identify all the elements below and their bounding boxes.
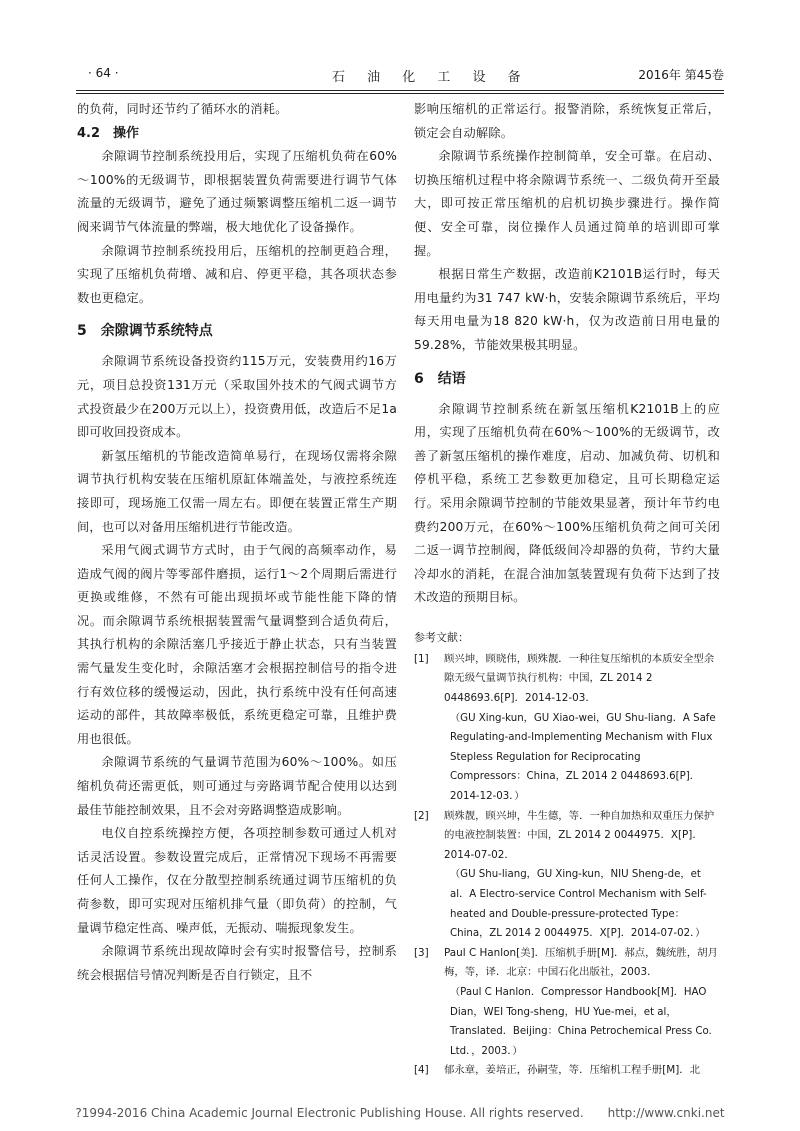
copyright-footer: ?1994-2016 China Academic Journal Electronic Publishing House. All rights reserved. http://www.cnki.net: [75, 1106, 725, 1120]
paragraph: 余隙调节控制系统在新氢压缩机K2101B上的应用，实现了压缩机负荷在60%～100%的无级调节，改善了新氢压缩机的操作难度，启动、加减负荷、切机和停机平稳，系统工艺参数更加稳定，且可长期稳定运行。采用余隙调节控制的节能效果显著，预计年节约电费约200万元，在60%～100%压缩机负荷之间可关闭二返一调节控制阀，降低级间冷却器的负荷，节约大量冷却水的消耗，在混合油加氢装置现有负荷下达到了技术改造的预期目标。: [414, 401, 720, 605]
paragraph: 根据日常生产数据，改造前K2101B运行时，每天用电量约为31 747 kW·h，安装余隙调节系统后，平均每天用电量为18 820 kW·h，仅为改造前日用电量的59.28%，节能效果极其明显。: [414, 267, 720, 352]
paragraph: 余隙调节系统出现故障时会有实时报警信号，控制系统会根据信号情况判断是否自行锁定，且不: [77, 944, 397, 982]
paragraph: 余隙调节控制系统投用后，实现了压缩机负荷在60%～100%的无级调节，即根据装置负荷需要进行调节气体流量的无级调节，避免了通过频繁调整压缩机二返一调节阀来调节气体流量的弊端，极大地优化了设备操作。: [77, 149, 397, 234]
right-column: [414, 98, 720, 1098]
header-rule-thin: [76, 93, 724, 94]
section-heading-5: 5 余隙调节系统特点: [77, 323, 213, 340]
reference-number: [3]: [414, 946, 429, 959]
paragraph: 余隙调节系统操作控制简单，安全可靠。在启动、切换压缩机过程中将余隙调节系统一、二级负荷开至最大，即可按正常压缩机的启机切换步骤进行。操作简便、安全可靠，岗位操作人员通过简单的培训即可掌握。: [414, 149, 720, 258]
year-volume: 2016年 第45卷: [638, 68, 724, 82]
section-heading-4-2: 4.2 操作: [77, 125, 140, 141]
reference-text-en: （GU Xing-kun，GU Xiao-wei，GU Shu-liang．A Safe Regulating-and-Implementing Mechanism with Flux Stepless Regulation for Reciprocating Compressors：China，ZL 2014 2 0448693.6[P]．2014-12-03．）: [450, 712, 716, 803]
reference-number: [1]: [414, 652, 429, 665]
reference-item: [414, 1061, 720, 1081]
reference-item: [414, 650, 720, 807]
running-header: [76, 66, 724, 86]
references-title: 参考文献：: [414, 630, 469, 644]
reference-item: [414, 807, 720, 944]
paragraph: 的负荷，同时还节约了循环水的消耗。: [77, 102, 288, 116]
left-column: [77, 98, 397, 1098]
reference-text-en: （GU Shu-liang，GU Xing-kun，NIU Sheng-de，et al．A Electro-service Control Mechanism with Self-heated and Double-pressure-protected Type：China，ZL 2014 2 0044975．X[P]．2014-07-02．）: [450, 869, 707, 940]
reference-text-cn: 顾兴坤，顾晓伟，顾殊靓．一种往复压缩机的本质安全型余隙无级气量调节执行机构：中国，ZL 2014 2 0448693.6[P]．2014-12-03．: [444, 652, 715, 705]
header-rule: [76, 90, 724, 91]
page-number: · 64 ·: [88, 66, 119, 80]
reference-item: [414, 944, 720, 1062]
section-heading-6: 6 结语: [414, 370, 466, 387]
paragraph: 新氢压缩机的节能改造简单易行，在现场仅需将余隙调节执行机构安装在压缩机原缸体端盖处，与液控系统连接即可，现场施工仅需一周左右。即便在装置正常生产期间，也可以对备用压缩机进行节能改造。: [77, 448, 397, 534]
reference-text-cn: Paul C Hanlon[美]．压缩机手册[M]．郝点，魏统胜，胡月梅，等，译．北京：中国石化出版社，2003．: [444, 946, 718, 979]
paragraph: 影响压缩机的正常运行。报警消除，系统恢复正常后，锁定会自动解除。: [414, 102, 720, 140]
paragraph: 余隙调节系统设备投资约115万元，安装费用约16万元，项目总投资131万元（采取国外技术的气阀式调节方式投资最少在200万元以上），投资费用低，改造后不足1a即可收回投资成本。: [77, 354, 397, 440]
reference-number: [4]: [414, 1064, 429, 1077]
reference-number: [2]: [414, 809, 429, 822]
paragraph: 电仪自控系统操控方便，各项控制参数可通过人机对话灵活设置。参数设置完成后，正常情况下现场不再需要任何人工操作，仅在分散型控制系统通过调节压缩机的负荷参数，即可实现对压缩机排气量（即负荷）的控制，气量调节稳定性高、噪声低，无振动、喘振现象发生。: [77, 826, 397, 935]
journal-title: 石 油 化 工 设 备: [332, 70, 530, 85]
paragraph: 余隙调节系统的气量调节范围为60%～100%。如压缩机负荷还需更低，则可通过与旁路调节配合使用以达到最佳节能控制效果，且不会对旁路调整造成影响。: [77, 755, 397, 817]
paragraph: 采用气阀式调节方式时，由于气阀的高频率动作，易造成气阀的阀片等零部件磨损，运行1～2个周期后需进行更换或维修，不然有可能出现损坏或节能性能下降的情况。而余隙调节系统根据装置需气量调整到合适负荷后，其执行机构的余隙活塞几乎接近于静止状态，只有当装置需气量发生变化时，余隙活塞才会根据控制信号的指令进行有效位移的缓慢运动，因此，执行系统中没有任何高速运动的部件，其故障率极低，系统更稳定可靠，且维护费用也很低。: [77, 543, 397, 746]
reference-text-en: （Paul C Hanlon．Compressor Handbook[M]．HAO Dian，WEI Tong-sheng，HU Yue-mei，et al，Translated．Beijing：China Petrochemical Press Co. Ltd．，2003．）: [450, 986, 712, 1057]
reference-text-cn: 顾殊靓，顾兴坤，牛生德，等．一种自加热和双重压力保护的电液控制装置：中国，ZL 2014 2 0044975．X[P]．2014-07-02．: [444, 809, 715, 861]
paragraph: 余隙调节控制系统投用后，压缩机的控制更趋合理，实现了压缩机负荷增、减和启、停更平稳，其各项状态参数也更稳定。: [77, 243, 397, 305]
reference-text-cn: 郁永章，姜培正，孙嗣莹，等．压缩机工程手册[M]．北: [444, 1064, 701, 1077]
